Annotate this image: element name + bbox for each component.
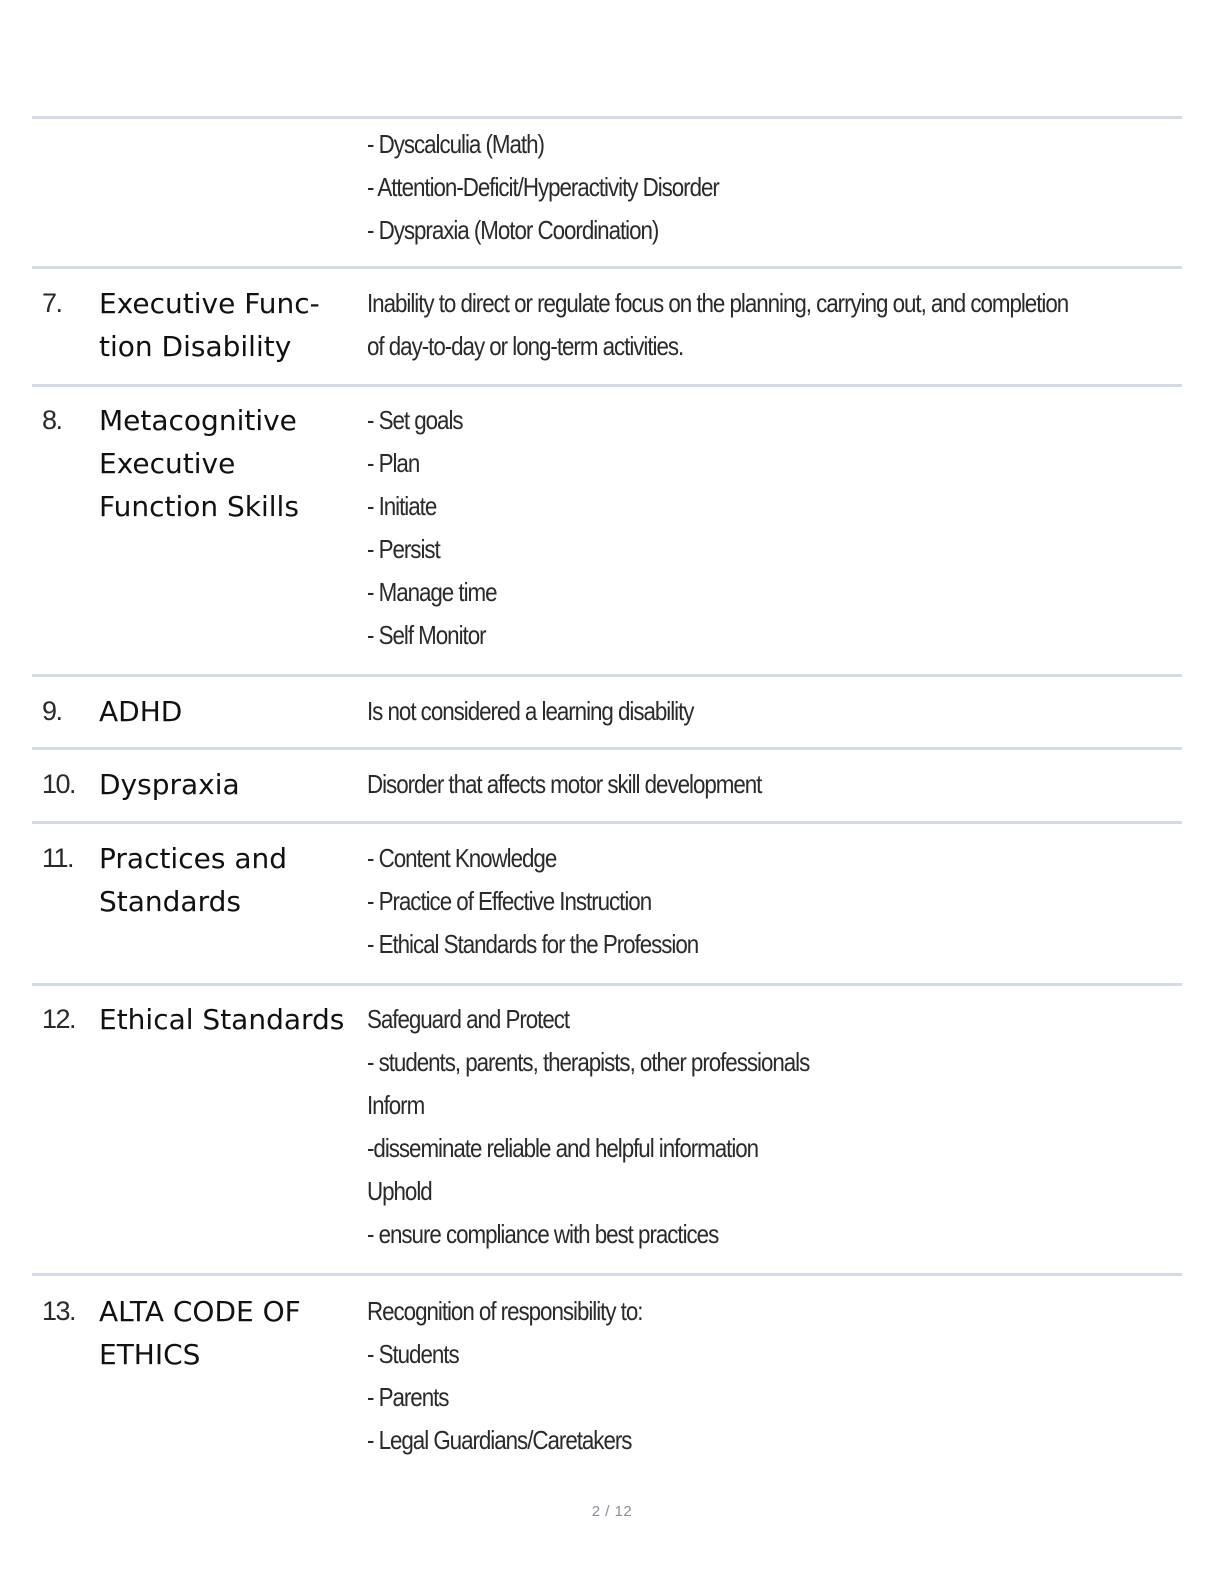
row-number: 11. bbox=[42, 843, 74, 873]
definition-line: - Practice of Effective Instruction bbox=[367, 886, 652, 916]
row-term: Executive Func- tion Disability bbox=[99, 287, 320, 363]
row-number: 13. bbox=[42, 1296, 76, 1326]
row-number: 12. bbox=[42, 1004, 76, 1034]
row-definition bbox=[367, 690, 1182, 733]
definition-line: - Persist bbox=[367, 534, 440, 564]
row-definition bbox=[367, 123, 1182, 252]
definition-line: - ensure compliance with best practices bbox=[367, 1219, 719, 1249]
row-term: ADHD bbox=[99, 695, 183, 728]
row-definition bbox=[367, 282, 1182, 368]
definition-line: Recognition of responsibility to: bbox=[367, 1296, 643, 1326]
definition-line: Inform bbox=[367, 1090, 425, 1120]
row-definition bbox=[367, 998, 1182, 1256]
definition-line: Inability to direct or regulate focus on the planning, carrying out, and completion bbox=[367, 288, 1069, 318]
definition-line: Disorder that affects motor skill development bbox=[367, 769, 762, 799]
row-number: 7. bbox=[42, 288, 62, 318]
definition-line: - Initiate bbox=[367, 491, 437, 521]
row-term: Dyspraxia bbox=[99, 768, 240, 801]
definition-line: - Legal Guardians/Caretakers bbox=[367, 1425, 632, 1455]
definition-line: - students, parents, therapists, other professionals bbox=[367, 1047, 810, 1077]
definition-line: - Content Knowledge bbox=[367, 843, 557, 873]
definition-line: - Set goals bbox=[367, 405, 463, 435]
table-row bbox=[32, 269, 1182, 387]
row-definition bbox=[367, 763, 1182, 806]
page-indicator: 2 / 12 bbox=[591, 1503, 633, 1520]
definition-line: -disseminate reliable and helpful information bbox=[367, 1133, 759, 1163]
table-row bbox=[32, 387, 1182, 677]
definition-line: - Ethical Standards for the Profession bbox=[367, 929, 699, 959]
row-definition bbox=[367, 1290, 1182, 1462]
definition-line: of day-to-day or long-term activities. bbox=[367, 331, 684, 361]
table-row bbox=[32, 986, 1182, 1276]
definition-line: Safeguard and Protect bbox=[367, 1004, 570, 1034]
row-definition bbox=[367, 399, 1182, 657]
definition-line: - Manage time bbox=[367, 577, 497, 607]
row-definition bbox=[367, 837, 1182, 966]
definition-line: Uphold bbox=[367, 1176, 432, 1206]
row-term: Metacognitive Executive Function Skills bbox=[99, 404, 299, 523]
definition-line: - Attention-Deficit/Hyperactivity Disorder bbox=[367, 172, 719, 202]
definition-line: - Plan bbox=[367, 448, 420, 478]
row-term: Practices and Standards bbox=[99, 842, 288, 918]
row-term: Ethical Standards bbox=[99, 1003, 345, 1036]
definition-line: - Dyspraxia (Motor Coordination) bbox=[367, 215, 659, 245]
definition-line: - Students bbox=[367, 1339, 459, 1369]
definitions-table bbox=[32, 116, 1182, 1470]
row-term: ALTA CODE OF ETHICS bbox=[99, 1295, 301, 1371]
table-row bbox=[32, 677, 1182, 750]
row-number: 8. bbox=[42, 405, 62, 435]
row-number: 10. bbox=[42, 769, 76, 799]
row-number bbox=[32, 123, 99, 252]
table-row bbox=[32, 119, 1182, 269]
row-number: 9. bbox=[42, 696, 62, 726]
table-row bbox=[32, 1276, 1182, 1470]
table-row bbox=[32, 824, 1182, 986]
definition-line: Is not considered a learning disability bbox=[367, 696, 694, 726]
definition-line: - Self Monitor bbox=[367, 620, 486, 650]
row-term bbox=[99, 123, 367, 252]
table-row bbox=[32, 750, 1182, 824]
definition-line: - Parents bbox=[367, 1382, 449, 1412]
definition-line: - Dyscalculia (Math) bbox=[367, 129, 544, 159]
